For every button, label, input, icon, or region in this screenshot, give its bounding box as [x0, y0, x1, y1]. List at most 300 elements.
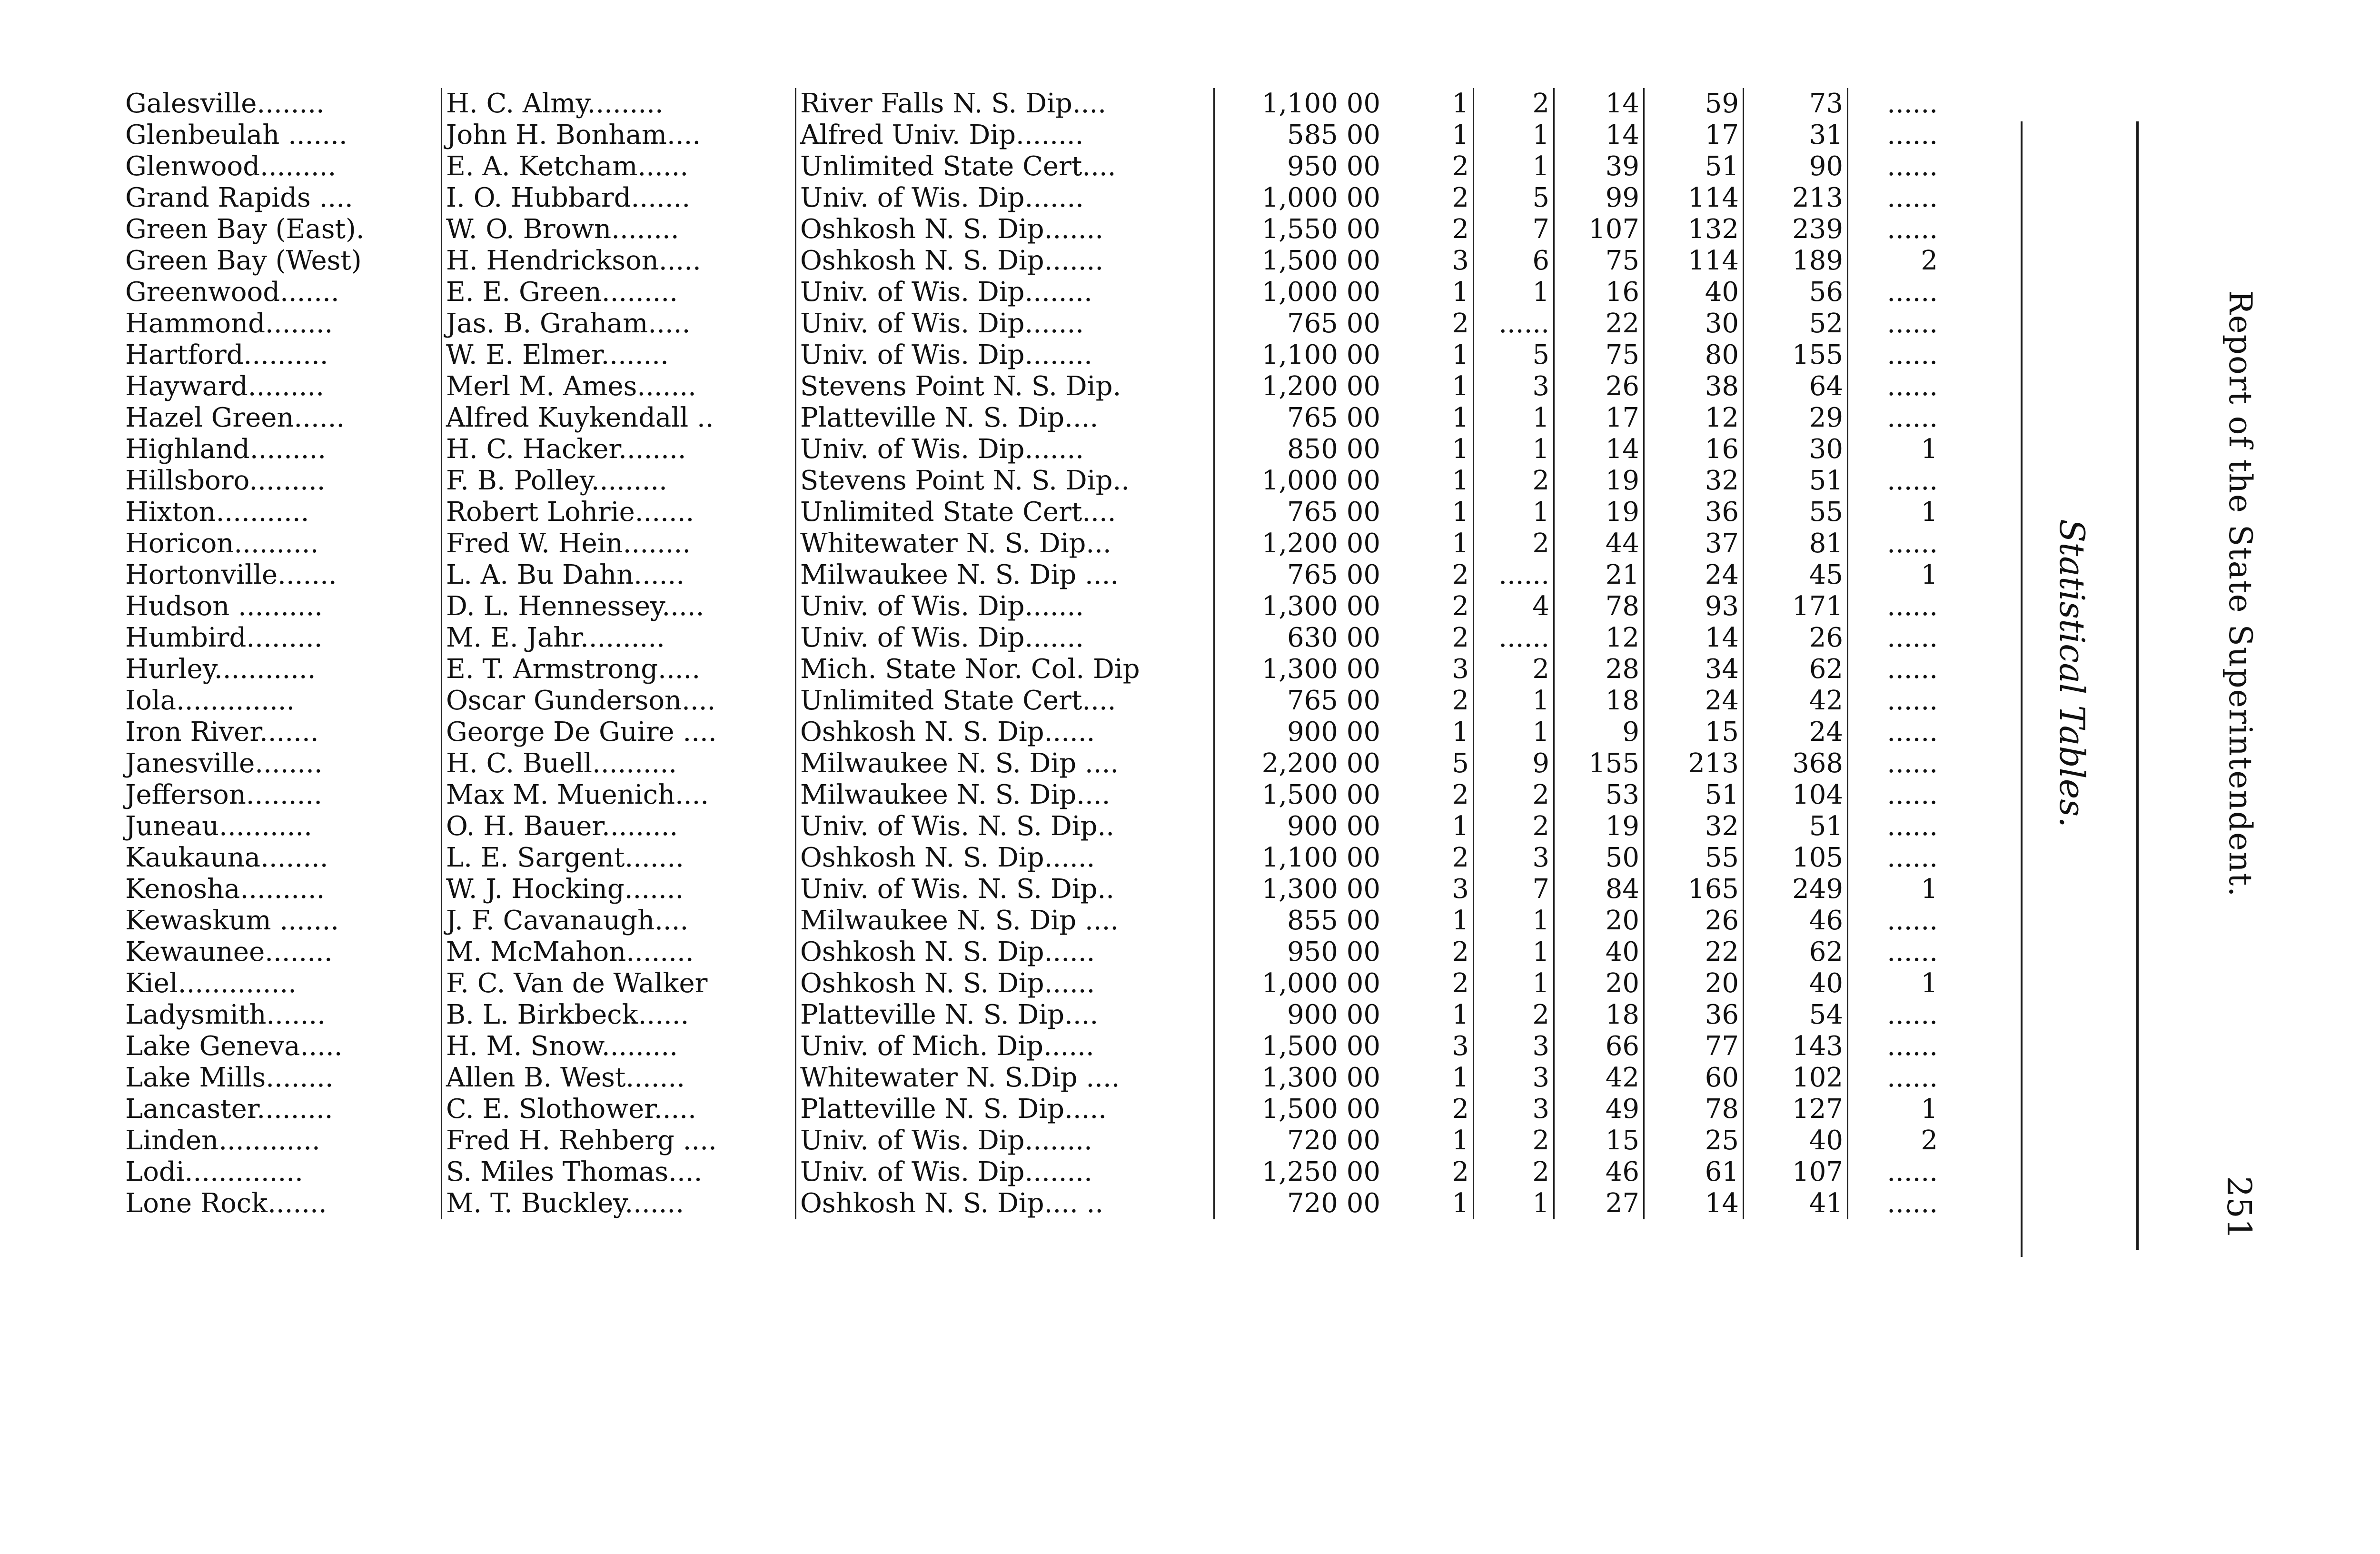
count-cell-6: ...... [1887, 214, 1938, 245]
count-cell-1: 2 [1384, 779, 1474, 811]
count-cell-4: 59 [1644, 88, 1744, 120]
table-row [121, 779, 1942, 811]
count-cell-1: 1 [1384, 402, 1474, 434]
count-cell-5: 102 [1744, 1062, 1848, 1094]
count-cell-3: 44 [1554, 528, 1644, 559]
count-cell-4: 51 [1644, 151, 1744, 182]
place-cell: Hammond........ [125, 308, 333, 339]
count-cell-3: 75 [1554, 245, 1644, 277]
qualification-cell: Oshkosh N. S. Dip....... [796, 245, 1214, 277]
count-cell-5: 31 [1744, 120, 1848, 151]
teacher-cell: H. C. Almy......... [442, 88, 796, 120]
count-cell-6: ...... [1887, 622, 1938, 653]
count-cell-4: 93 [1644, 591, 1744, 622]
place-cell: Hortonville....... [125, 559, 337, 590]
qualification-cell: Univ. of Wis. Dip....... [796, 182, 1214, 214]
count-cell-4: 24 [1644, 685, 1744, 717]
count-cell-6: ...... [1887, 151, 1938, 182]
salary-cell: 1,250 00 [1214, 1156, 1385, 1188]
count-cell-6: ...... [1887, 905, 1938, 936]
count-cell-1: 3 [1384, 874, 1474, 905]
place-cell: Hurley............ [125, 654, 316, 685]
count-cell-2: 2 [1474, 1125, 1554, 1156]
table-row [121, 685, 1942, 717]
place-cell: Ladysmith....... [125, 999, 326, 1030]
table-row [121, 182, 1942, 214]
count-cell-4: 165 [1644, 874, 1744, 905]
teacher-cell: F. C. Van de Walker [442, 968, 796, 999]
qualification-cell: Unlimited State Cert.... [796, 497, 1214, 528]
count-cell-4: 213 [1644, 748, 1744, 779]
count-cell-6: ...... [1887, 339, 1938, 370]
count-cell-2: 2 [1474, 654, 1554, 685]
count-cell-1: 2 [1384, 559, 1474, 591]
qualification-cell: Stevens Point N. S. Dip.. [796, 465, 1214, 497]
count-cell-3: 78 [1554, 591, 1644, 622]
count-cell-2: 1 [1474, 277, 1554, 308]
count-cell-1: 2 [1384, 936, 1474, 968]
place-cell: Jefferson......... [125, 779, 323, 810]
salary-cell: 1,200 00 [1214, 371, 1385, 402]
qualification-cell: Stevens Point N. S. Dip. [796, 371, 1214, 402]
teacher-cell: George De Guire .... [442, 717, 796, 748]
count-cell-5: 189 [1744, 245, 1848, 277]
count-cell-1: 1 [1384, 717, 1474, 748]
count-cell-5: 143 [1744, 1031, 1848, 1062]
count-cell-1: 2 [1384, 1156, 1474, 1188]
count-cell-6: ...... [1887, 685, 1938, 716]
count-cell-2: 2 [1474, 779, 1554, 811]
count-cell-4: 36 [1644, 999, 1744, 1031]
count-cell-5: 90 [1744, 151, 1848, 182]
count-cell-6: ...... [1887, 277, 1938, 308]
count-cell-5: 213 [1744, 182, 1848, 214]
count-cell-5: 40 [1744, 968, 1848, 999]
place-cell: Kewaunee........ [125, 936, 333, 967]
salary-cell: 1,100 00 [1214, 88, 1385, 120]
count-cell-2: ...... [1474, 559, 1554, 591]
table-row [121, 1156, 1942, 1188]
table-row [121, 277, 1942, 308]
qualification-cell: Unlimited State Cert.... [796, 151, 1214, 182]
count-cell-3: 15 [1554, 1125, 1644, 1156]
count-cell-1: 1 [1384, 120, 1474, 151]
count-cell-6: ...... [1887, 308, 1938, 339]
count-cell-2: 1 [1474, 968, 1554, 999]
teacher-cell: Alfred Kuykendall .. [442, 402, 796, 434]
count-cell-4: 78 [1644, 1094, 1744, 1125]
qualification-cell: Milwaukee N. S. Dip .... [796, 905, 1214, 936]
count-cell-6: ...... [1887, 748, 1938, 779]
qualification-cell: Platteville N. S. Dip..... [796, 1094, 1214, 1125]
count-cell-5: 249 [1744, 874, 1848, 905]
salary-cell: 765 00 [1214, 497, 1385, 528]
count-cell-4: 14 [1644, 622, 1744, 654]
table-row [121, 622, 1942, 654]
count-cell-4: 17 [1644, 120, 1744, 151]
teacher-cell: O. H. Bauer......... [442, 811, 796, 842]
teacher-cell: M. McMahon........ [442, 936, 796, 968]
count-cell-3: 20 [1554, 968, 1644, 999]
qualification-cell: Mich. State Nor. Col. Dip [796, 654, 1214, 685]
count-cell-2: 5 [1474, 182, 1554, 214]
teacher-cell: John H. Bonham.... [442, 120, 796, 151]
table-row [121, 497, 1942, 528]
place-cell: Green Bay (West) [125, 245, 362, 276]
count-cell-6: 1 [1921, 559, 1938, 590]
teacher-cell: Robert Lohrie....... [442, 497, 796, 528]
table-row [121, 1094, 1942, 1125]
qualification-cell: Univ. of Mich. Dip...... [796, 1031, 1214, 1062]
count-cell-4: 114 [1644, 182, 1744, 214]
place-cell: Hayward......... [125, 371, 325, 402]
teacher-cell: Merl M. Ames....... [442, 371, 796, 402]
salary-cell: 1,100 00 [1214, 339, 1385, 371]
table-row [121, 151, 1942, 182]
count-cell-4: 36 [1644, 497, 1744, 528]
running-head: Report of the State Superintendent. [2222, 290, 2259, 898]
count-cell-2: 9 [1474, 748, 1554, 779]
count-cell-4: 14 [1644, 1188, 1744, 1219]
count-cell-1: 2 [1384, 214, 1474, 245]
place-cell: Lone Rock....... [125, 1188, 327, 1219]
count-cell-2: 6 [1474, 245, 1554, 277]
count-cell-4: 12 [1644, 402, 1744, 434]
teacher-cell: M. T. Buckley....... [442, 1188, 796, 1219]
count-cell-3: 14 [1554, 120, 1644, 151]
count-cell-3: 16 [1554, 277, 1644, 308]
count-cell-3: 50 [1554, 842, 1644, 874]
salary-cell: 1,300 00 [1214, 591, 1385, 622]
qualification-cell: Oshkosh N. S. Dip...... [796, 968, 1214, 999]
count-cell-5: 81 [1744, 528, 1848, 559]
count-cell-4: 16 [1644, 434, 1744, 465]
salary-cell: 765 00 [1214, 402, 1385, 434]
count-cell-3: 107 [1554, 214, 1644, 245]
count-cell-3: 18 [1554, 999, 1644, 1031]
count-cell-5: 30 [1744, 434, 1848, 465]
teacher-cell: H. C. Buell.......... [442, 748, 796, 779]
salary-cell: 950 00 [1214, 151, 1385, 182]
count-cell-5: 29 [1744, 402, 1848, 434]
count-cell-5: 24 [1744, 717, 1848, 748]
count-cell-4: 26 [1644, 905, 1744, 936]
teacher-cell: L. A. Bu Dahn...... [442, 559, 796, 591]
count-cell-4: 32 [1644, 465, 1744, 497]
count-cell-6: 1 [1921, 497, 1938, 528]
count-cell-1: 2 [1384, 591, 1474, 622]
place-cell: Hazel Green...... [125, 402, 345, 433]
count-cell-1: 3 [1384, 245, 1474, 277]
table-row [121, 905, 1942, 936]
qualification-cell: Alfred Univ. Dip........ [796, 120, 1214, 151]
count-cell-5: 73 [1744, 88, 1848, 120]
count-cell-4: 114 [1644, 245, 1744, 277]
salary-cell: 1,550 00 [1214, 214, 1385, 245]
count-cell-1: 1 [1384, 465, 1474, 497]
qualification-cell: Univ. of Wis. Dip....... [796, 622, 1214, 654]
count-cell-2: 1 [1474, 497, 1554, 528]
place-cell: Hixton........... [125, 497, 309, 528]
count-cell-5: 127 [1744, 1094, 1848, 1125]
teacher-cell: Allen B. West....... [442, 1062, 796, 1094]
qualification-cell: Univ. of Wis. Dip........ [796, 339, 1214, 371]
count-cell-1: 1 [1384, 88, 1474, 120]
salary-cell: 1,100 00 [1214, 842, 1385, 874]
place-cell: Lodi.............. [125, 1156, 303, 1187]
qualification-cell: Unlimited State Cert.... [796, 685, 1214, 717]
place-cell: Lake Mills........ [125, 1062, 334, 1093]
count-cell-1: 1 [1384, 1062, 1474, 1094]
count-cell-1: 2 [1384, 968, 1474, 999]
count-cell-4: 77 [1644, 1031, 1744, 1062]
count-cell-5: 51 [1744, 811, 1848, 842]
count-cell-2: 1 [1474, 402, 1554, 434]
count-cell-4: 32 [1644, 811, 1744, 842]
count-cell-6: ...... [1887, 182, 1938, 213]
count-cell-2: ...... [1474, 622, 1554, 654]
count-cell-3: 46 [1554, 1156, 1644, 1188]
teacher-cell: E. T. Armstrong..... [442, 654, 796, 685]
count-cell-2: 7 [1474, 214, 1554, 245]
salary-cell: 1,300 00 [1214, 654, 1385, 685]
count-cell-4: 55 [1644, 842, 1744, 874]
teacher-cell: C. E. Slothower..... [442, 1094, 796, 1125]
count-cell-3: 19 [1554, 811, 1644, 842]
place-cell: Horicon.......... [125, 528, 319, 559]
count-cell-5: 107 [1744, 1156, 1848, 1188]
count-cell-3: 49 [1554, 1094, 1644, 1125]
table-row [121, 371, 1942, 402]
teacher-cell: B. L. Birkbeck...... [442, 999, 796, 1031]
count-cell-4: 24 [1644, 559, 1744, 591]
teacher-cell: F. B. Polley......... [442, 465, 796, 497]
teacher-cell: Max M. Muenich.... [442, 779, 796, 811]
salary-cell: 900 00 [1214, 717, 1385, 748]
teacher-cell: D. L. Hennessey..... [442, 591, 796, 622]
salary-cell: 765 00 [1214, 559, 1385, 591]
table-row [121, 528, 1942, 559]
table-row [121, 968, 1942, 999]
teacher-cell: Oscar Gunderson.... [442, 685, 796, 717]
table-row [121, 717, 1942, 748]
count-cell-3: 12 [1554, 622, 1644, 654]
count-cell-1: 1 [1384, 811, 1474, 842]
table-row [121, 120, 1942, 151]
count-cell-5: 41 [1744, 1188, 1848, 1219]
count-cell-1: 3 [1384, 1031, 1474, 1062]
count-cell-5: 171 [1744, 591, 1848, 622]
table-row [121, 88, 1942, 120]
page-number: 251 [2220, 1176, 2259, 1240]
salary-cell: 1,300 00 [1214, 1062, 1385, 1094]
count-cell-6: 1 [1921, 434, 1938, 465]
column-rule-right [2021, 121, 2023, 1257]
table-row [121, 1125, 1942, 1156]
teacher-cell: E. A. Ketcham...... [442, 151, 796, 182]
qualification-cell: Oshkosh N. S. Dip....... [796, 214, 1214, 245]
count-cell-3: 75 [1554, 339, 1644, 371]
count-cell-1: 1 [1384, 1188, 1474, 1219]
count-cell-3: 99 [1554, 182, 1644, 214]
table-row [121, 1031, 1942, 1062]
count-cell-5: 155 [1744, 339, 1848, 371]
count-cell-1: 2 [1384, 842, 1474, 874]
count-cell-3: 66 [1554, 1031, 1644, 1062]
qualification-cell: Univ. of Wis. Dip....... [796, 434, 1214, 465]
count-cell-5: 55 [1744, 497, 1848, 528]
table-row [121, 434, 1942, 465]
count-cell-2: 2 [1474, 465, 1554, 497]
table-row [121, 214, 1942, 245]
count-cell-4: 25 [1644, 1125, 1744, 1156]
count-cell-3: 20 [1554, 905, 1644, 936]
count-cell-3: 14 [1554, 88, 1644, 120]
count-cell-1: 1 [1384, 339, 1474, 371]
count-cell-1: 2 [1384, 308, 1474, 339]
count-cell-2: 1 [1474, 120, 1554, 151]
place-cell: Glenbeulah ....... [125, 120, 347, 150]
teacher-cell: Fred H. Rehberg .... [442, 1125, 796, 1156]
qualification-cell: Platteville N. S. Dip.... [796, 999, 1214, 1031]
count-cell-5: 239 [1744, 214, 1848, 245]
count-cell-3: 17 [1554, 402, 1644, 434]
qualification-cell: River Falls N. S. Dip.... [796, 88, 1214, 120]
count-cell-3: 19 [1554, 465, 1644, 497]
count-cell-1: 1 [1384, 497, 1474, 528]
count-cell-4: 60 [1644, 1062, 1744, 1094]
count-cell-2: 1 [1474, 905, 1554, 936]
count-cell-4: 22 [1644, 936, 1744, 968]
table-row [121, 1188, 1942, 1219]
count-cell-1: 1 [1384, 905, 1474, 936]
salary-cell: 765 00 [1214, 308, 1385, 339]
place-cell: Hillsboro......... [125, 465, 326, 496]
count-cell-3: 155 [1554, 748, 1644, 779]
count-cell-6: 1 [1921, 874, 1938, 905]
count-cell-6: ...... [1887, 999, 1938, 1030]
count-cell-2: ...... [1474, 308, 1554, 339]
salary-cell: 900 00 [1214, 999, 1385, 1031]
place-cell: Glenwood......... [125, 151, 337, 182]
place-cell: Juneau........... [125, 811, 312, 842]
count-cell-4: 40 [1644, 277, 1744, 308]
count-cell-5: 51 [1744, 465, 1848, 497]
salary-cell: 900 00 [1214, 811, 1385, 842]
table-row [121, 465, 1942, 497]
count-cell-5: 104 [1744, 779, 1848, 811]
salary-cell: 1,000 00 [1214, 182, 1385, 214]
table-row [121, 654, 1942, 685]
table-row [121, 748, 1942, 779]
count-cell-6: ...... [1887, 120, 1938, 150]
count-cell-4: 15 [1644, 717, 1744, 748]
count-cell-6: ...... [1887, 528, 1938, 559]
table-row [121, 402, 1942, 434]
place-cell: Lancaster......... [125, 1094, 333, 1125]
place-cell: Highland......... [125, 434, 327, 465]
count-cell-5: 62 [1744, 654, 1848, 685]
count-cell-4: 20 [1644, 968, 1744, 999]
salary-cell: 855 00 [1214, 905, 1385, 936]
statistics-table [121, 88, 1942, 1219]
place-cell: Kenosha.......... [125, 874, 325, 905]
qualification-cell: Univ. of Wis. Dip........ [796, 277, 1214, 308]
count-cell-6: ...... [1887, 1188, 1938, 1219]
count-cell-1: 1 [1384, 528, 1474, 559]
count-cell-6: 2 [1921, 245, 1938, 276]
salary-cell: 1,000 00 [1214, 465, 1385, 497]
place-cell: Hudson .......... [125, 591, 323, 622]
qualification-cell: Whitewater N. S.Dip .... [796, 1062, 1214, 1094]
count-cell-2: 3 [1474, 1031, 1554, 1062]
count-cell-2: 1 [1474, 936, 1554, 968]
salary-cell: 850 00 [1214, 434, 1385, 465]
salary-cell: 720 00 [1214, 1188, 1385, 1219]
count-cell-4: 80 [1644, 339, 1744, 371]
count-cell-2: 2 [1474, 88, 1554, 120]
place-cell: Iola.............. [125, 685, 295, 716]
count-cell-5: 45 [1744, 559, 1848, 591]
section-title: Statistical Tables. [2052, 519, 2092, 828]
table-row [121, 811, 1942, 842]
count-cell-6: ...... [1887, 811, 1938, 842]
qualification-cell: Oshkosh N. S. Dip...... [796, 842, 1214, 874]
count-cell-3: 9 [1554, 717, 1644, 748]
count-cell-1: 1 [1384, 434, 1474, 465]
count-cell-5: 62 [1744, 936, 1848, 968]
qualification-cell: Oshkosh N. S. Dip...... [796, 717, 1214, 748]
count-cell-6: 1 [1921, 968, 1938, 999]
salary-cell: 1,000 00 [1214, 968, 1385, 999]
teacher-cell: I. O. Hubbard....... [442, 182, 796, 214]
count-cell-2: 4 [1474, 591, 1554, 622]
count-cell-1: 1 [1384, 371, 1474, 402]
count-cell-4: 132 [1644, 214, 1744, 245]
count-cell-2: 3 [1474, 842, 1554, 874]
count-cell-6: 1 [1921, 1094, 1938, 1125]
qualification-cell: Univ. of Wis. N. S. Dip.. [796, 874, 1214, 905]
table-row [121, 936, 1942, 968]
count-cell-3: 14 [1554, 434, 1644, 465]
count-cell-2: 3 [1474, 371, 1554, 402]
place-cell: Linden............ [125, 1125, 320, 1156]
qualification-cell: Milwaukee N. S. Dip .... [796, 748, 1214, 779]
count-cell-1: 1 [1384, 277, 1474, 308]
count-cell-6: ...... [1887, 842, 1938, 873]
teacher-cell: Fred W. Hein........ [442, 528, 796, 559]
count-cell-1: 5 [1384, 748, 1474, 779]
qualification-cell: Whitewater N. S. Dip... [796, 528, 1214, 559]
teacher-cell: W. E. Elmer........ [442, 339, 796, 371]
table-body [121, 88, 1942, 1219]
table-row [121, 591, 1942, 622]
count-cell-6: ...... [1887, 402, 1938, 433]
count-cell-6: ...... [1887, 88, 1938, 119]
count-cell-4: 37 [1644, 528, 1744, 559]
salary-cell: 585 00 [1214, 120, 1385, 151]
count-cell-6: ...... [1887, 465, 1938, 496]
count-cell-1: 2 [1384, 685, 1474, 717]
count-cell-5: 56 [1744, 277, 1848, 308]
count-cell-2: 1 [1474, 1188, 1554, 1219]
place-cell: Kaukauna........ [125, 842, 328, 873]
salary-cell: 630 00 [1214, 622, 1385, 654]
count-cell-5: 46 [1744, 905, 1848, 936]
place-cell: Lake Geneva..... [125, 1031, 343, 1062]
salary-cell: 950 00 [1214, 936, 1385, 968]
count-cell-1: 2 [1384, 1094, 1474, 1125]
